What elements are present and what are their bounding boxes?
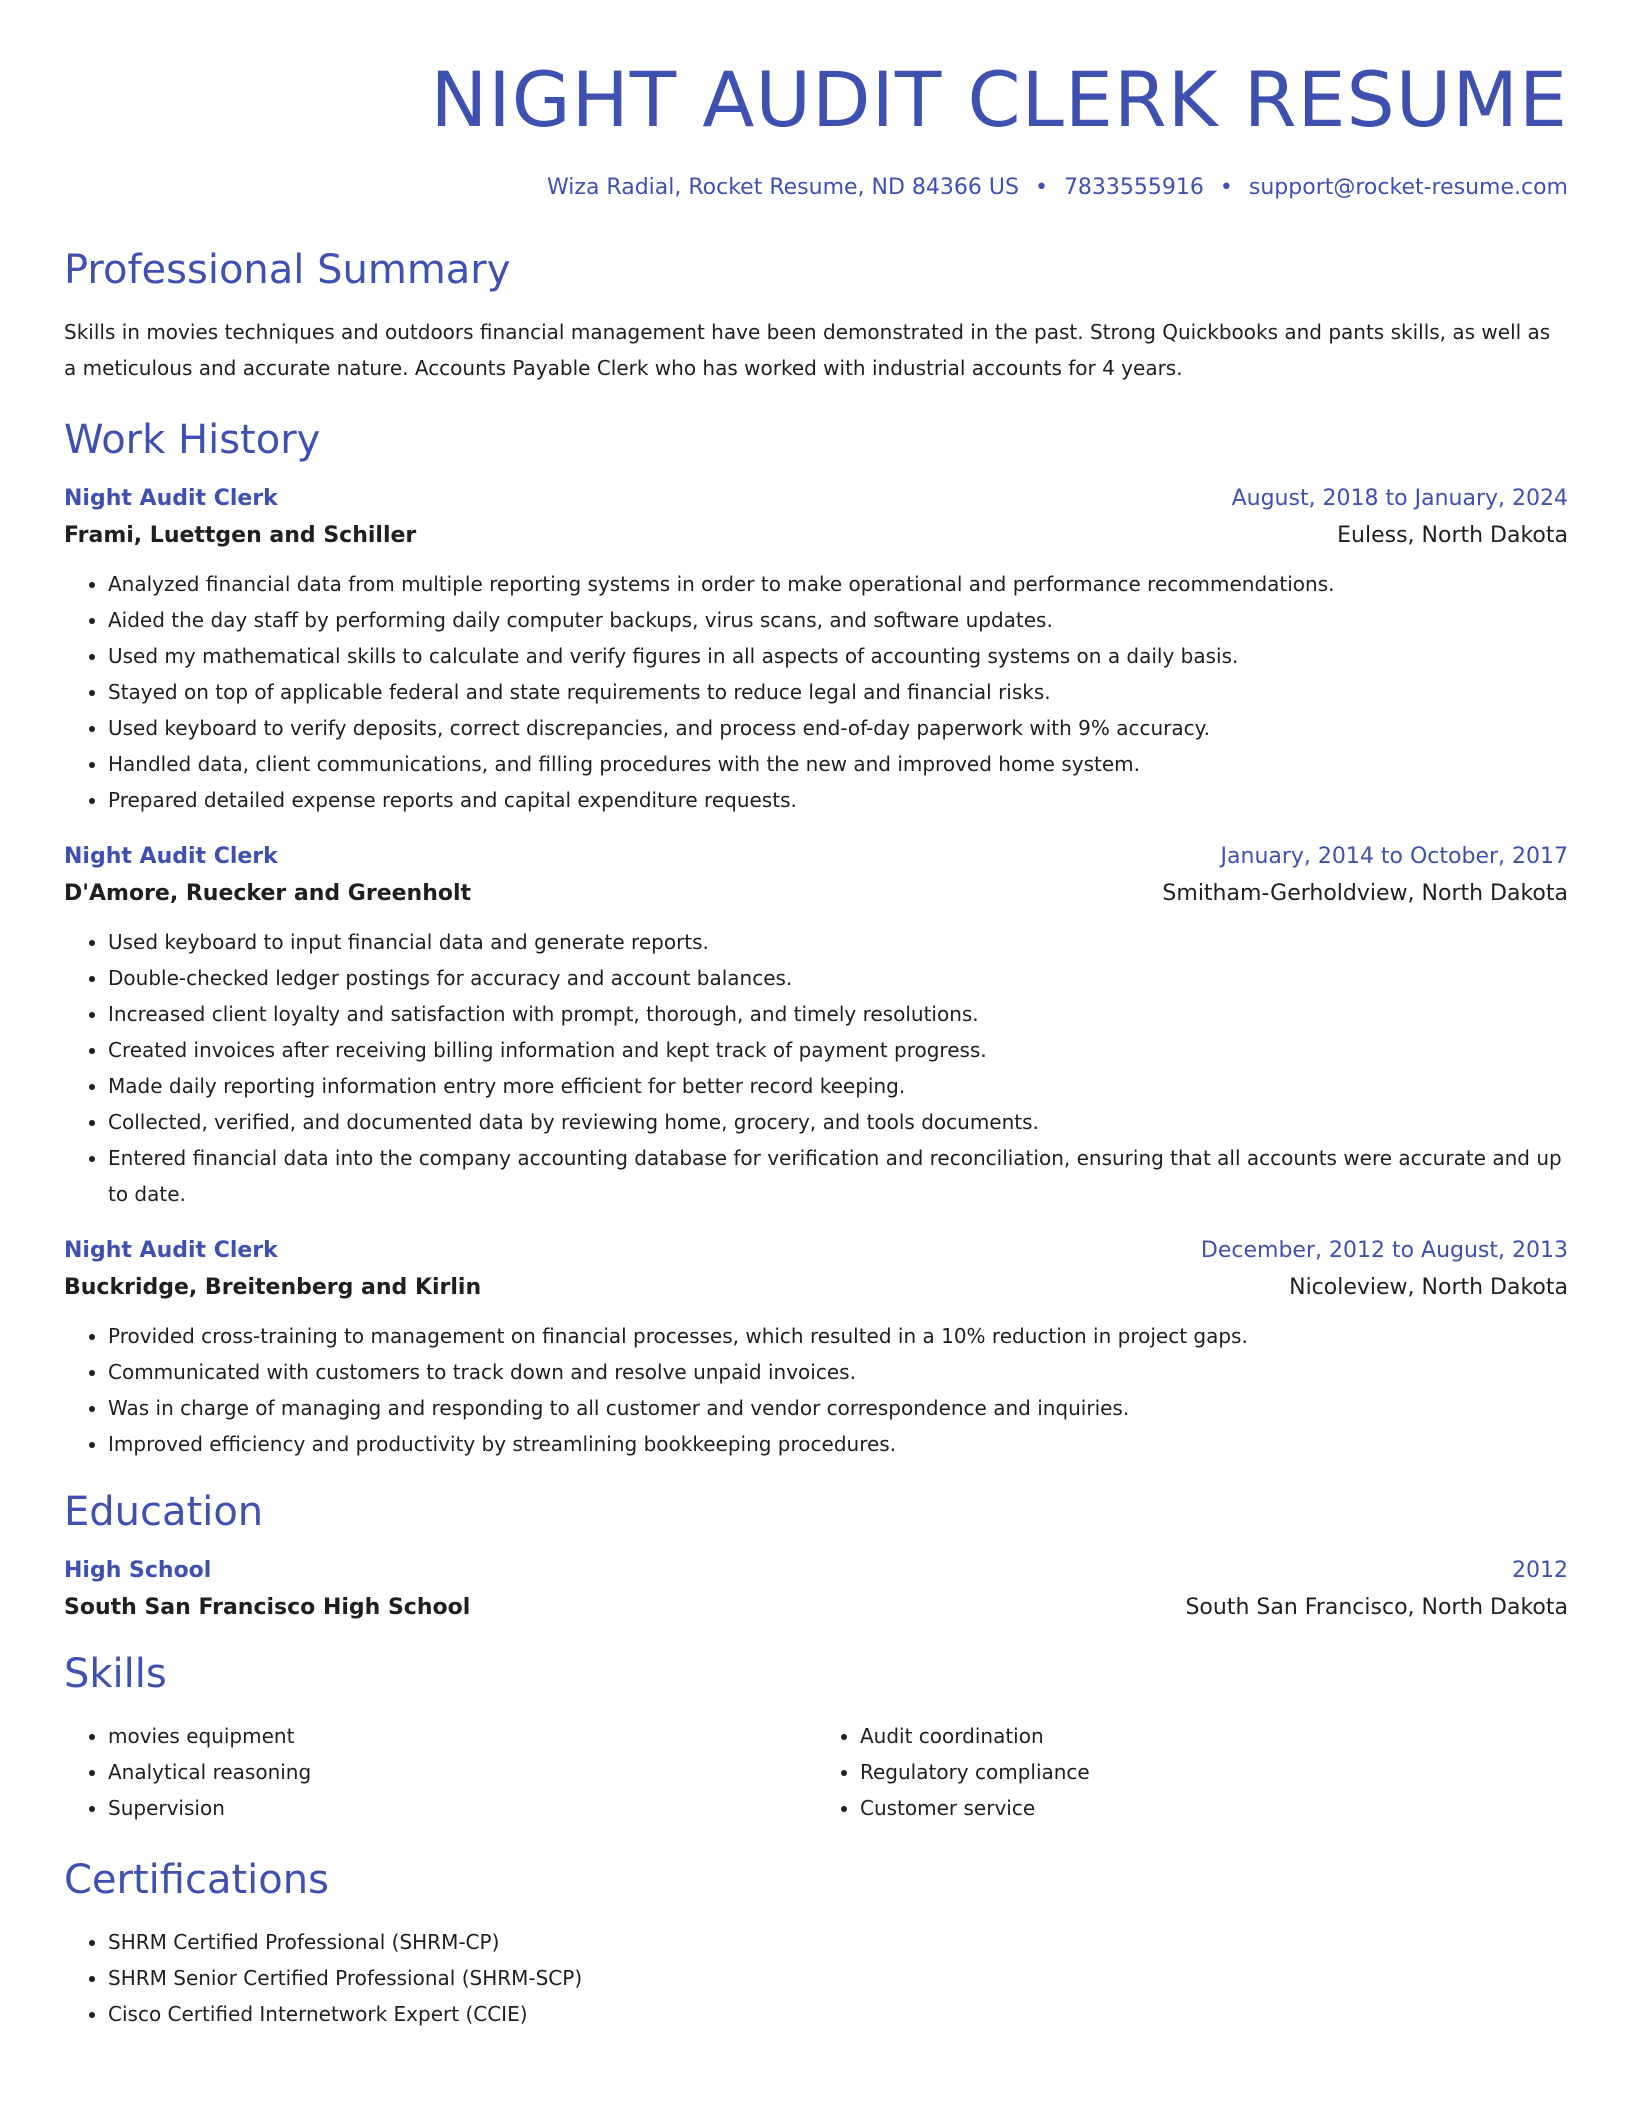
job-location: Euless, North Dakota bbox=[1337, 523, 1568, 549]
job-duty: • Increased client loyalty and satisfaction with prompt, thorough, and timely resolutions. bbox=[108, 996, 1568, 1032]
job-company: Frami, Luettgen and Schiller bbox=[64, 523, 417, 549]
job-entry bbox=[64, 486, 1568, 818]
job-duty: • Communicated with customers to track down and resolve unpaid invoices. bbox=[108, 1354, 1568, 1390]
job-dates: August, 2018 to January, 2024 bbox=[1231, 486, 1568, 512]
education-school: South San Francisco High School bbox=[64, 1595, 471, 1621]
job-duties bbox=[64, 566, 1568, 818]
job-duty: • Analyzed financial data from multiple reporting systems in order to make operational and performance recommendations. bbox=[108, 566, 1568, 602]
job-duty: • Double-checked ledger postings for accuracy and account balances. bbox=[108, 960, 1568, 996]
job-company: Buckridge, Breitenberg and Kirlin bbox=[64, 1275, 482, 1301]
contact-line bbox=[64, 175, 1568, 200]
job-duty: • Prepared detailed expense reports and capital expenditure requests. bbox=[108, 782, 1568, 818]
skills-heading: Skills bbox=[64, 1651, 167, 1698]
skill-item: • Analytical reasoning bbox=[108, 1754, 816, 1790]
skills-grid bbox=[64, 1718, 1568, 1826]
education-location: South San Francisco, North Dakota bbox=[1185, 1595, 1568, 1621]
job-duty: • Aided the day staff by performing daily computer backups, virus scans, and software updates. bbox=[108, 602, 1568, 638]
job-duty: • Handled data, client communications, and filling procedures with the new and improved home system. bbox=[108, 746, 1568, 782]
education-heading: Education bbox=[64, 1489, 264, 1536]
job-duties bbox=[64, 924, 1568, 1212]
skills-column-right bbox=[816, 1718, 1568, 1826]
job-duty: • Created invoices after receiving billing information and kept track of payment progress. bbox=[108, 1032, 1568, 1068]
skills-column-left bbox=[64, 1718, 816, 1826]
certifications-heading: Certifications bbox=[64, 1857, 329, 1904]
job-title: Night Audit Clerk bbox=[64, 1238, 278, 1264]
education-year: 2012 bbox=[1512, 1558, 1568, 1584]
summary-heading: Professional Summary bbox=[64, 247, 511, 294]
job-title: Night Audit Clerk bbox=[64, 486, 278, 512]
job-duty: • Improved efficiency and productivity by streamlining bookkeeping procedures. bbox=[108, 1426, 1568, 1462]
contact-separator: • bbox=[1219, 175, 1233, 201]
skill-item: • Audit coordination bbox=[860, 1718, 1568, 1754]
skill-item: • movies equipment bbox=[108, 1718, 816, 1754]
job-duty: • Entered financial data into the company accounting database for verification and reconciliation, ensuring that all accounts were accurate and up to date. bbox=[108, 1140, 1568, 1212]
job-location: Smitham-Gerholdview, North Dakota bbox=[1162, 881, 1568, 907]
job-duty: • Used my mathematical skills to calculate and verify figures in all aspects of accounting systems on a daily basis. bbox=[108, 638, 1568, 674]
education-entry bbox=[64, 1558, 1568, 1620]
job-duty: • Used keyboard to input financial data and generate reports. bbox=[108, 924, 1568, 960]
job-location: Nicoleview, North Dakota bbox=[1289, 1275, 1568, 1301]
contact-phone: 7833555916 bbox=[1063, 175, 1204, 201]
summary-text: Skills in movies techniques and outdoors financial management have been demonstrated in the past. Strong Quickbooks and pants skills, as well as a meticulous and accurate nature. Accounts Payable Clerk who has worked with industrial accounts for 4 years. bbox=[64, 320, 1551, 381]
certification-item: • Cisco Certified Internetwork Expert (CCIE) bbox=[108, 1996, 1568, 2032]
job-duties bbox=[64, 1318, 1568, 1462]
job-duty: • Used keyboard to verify deposits, correct discrepancies, and process end-of-day paperwork with 9% accuracy. bbox=[108, 710, 1568, 746]
certification-item: • SHRM Senior Certified Professional (SHRM-SCP) bbox=[108, 1960, 1568, 1996]
job-duty: • Was in charge of managing and responding to all customer and vendor correspondence and inquiries. bbox=[108, 1390, 1568, 1426]
job-entry bbox=[64, 844, 1568, 1212]
job-company: D'Amore, Ruecker and Greenholt bbox=[64, 881, 472, 907]
skill-item: • Supervision bbox=[108, 1790, 816, 1826]
skill-item: • Customer service bbox=[860, 1790, 1568, 1826]
certifications-list bbox=[64, 1924, 1568, 2032]
job-entry bbox=[64, 1238, 1568, 1462]
work-history-heading: Work History bbox=[64, 417, 321, 464]
education-degree: High School bbox=[64, 1558, 212, 1584]
contact-separator: • bbox=[1034, 175, 1048, 201]
job-duty: • Collected, verified, and documented data by reviewing home, grocery, and tools documents. bbox=[108, 1104, 1568, 1140]
job-dates: December, 2012 to August, 2013 bbox=[1200, 1238, 1568, 1264]
job-title: Night Audit Clerk bbox=[64, 844, 278, 870]
job-duty: • Provided cross-training to management on financial processes, which resulted in a 10% reduction in project gaps. bbox=[108, 1318, 1568, 1354]
certification-item: • SHRM Certified Professional (SHRM-CP) bbox=[108, 1924, 1568, 1960]
job-dates: January, 2014 to October, 2017 bbox=[1220, 844, 1568, 870]
job-duty: • Made daily reporting information entry more efficient for better record keeping. bbox=[108, 1068, 1568, 1104]
resume-title: NIGHT AUDIT CLERK RESUME bbox=[430, 55, 1568, 144]
job-duty: • Stayed on top of applicable federal and state requirements to reduce legal and financial risks. bbox=[108, 674, 1568, 710]
work-history-list bbox=[64, 486, 1568, 1462]
contact-email[interactable]: support@rocket-resume.com bbox=[1248, 175, 1568, 201]
skill-item: • Regulatory compliance bbox=[860, 1754, 1568, 1790]
contact-address: Wiza Radial, Rocket Resume, ND 84366 US bbox=[547, 175, 1019, 201]
